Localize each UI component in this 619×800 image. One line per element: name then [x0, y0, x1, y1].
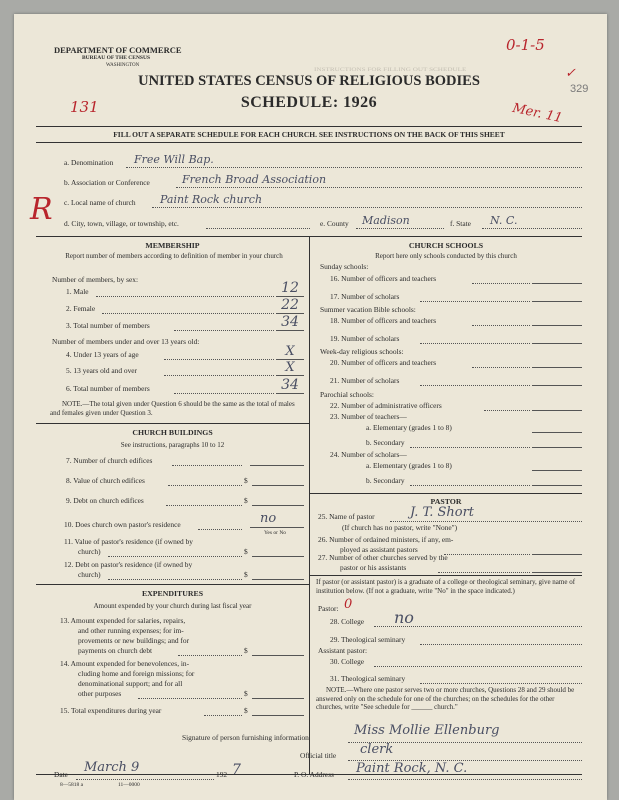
scholars-secondary-label: b. Secondary [366, 476, 405, 485]
members-by-age-heading: Number of members under and over 13 years old: [52, 337, 200, 346]
over-13-label: 5. 13 years old and over [66, 366, 138, 375]
assistant-college-label: 30. College [330, 657, 365, 666]
other-churches-label-1: 27. Number of other churches served by the [318, 553, 448, 562]
weekday-schools-heading: Week-day religious schools: [320, 347, 404, 356]
date-value: March 9 [84, 760, 140, 775]
expenditures-intro: Amount expended by your church during last fiscal year [93, 602, 252, 610]
total-members-age-dots [174, 393, 274, 394]
administrative-officers-dots [484, 410, 530, 411]
male-label: 1. Male [66, 287, 89, 296]
teachers-secondary-answer-line [532, 447, 582, 448]
assistant-college-line [374, 666, 582, 667]
running-expenses-label-1: 13. Amount expended for salaries, repairs, [60, 616, 186, 625]
under-13-value: X [285, 344, 295, 359]
vacation-teachers-label: 18. Number of officers and teachers [330, 316, 437, 325]
owns-residence-label: 10. Does church own pastor's residence [64, 520, 181, 529]
assistant-ministers-label-1: 26. Number of ordained ministers, if any, em- [318, 535, 454, 544]
instruction-rule [36, 142, 582, 143]
pastor-college-mark: 0 [344, 597, 353, 612]
sunday-schools-heading: Sunday schools: [320, 262, 369, 271]
teachers-elementary-answer-line [532, 432, 582, 433]
city-label: d. City, town, village, or township, etc. [64, 219, 179, 228]
total-expenditures-answer-line [252, 715, 304, 716]
vacation-scholars-label: 19. Number of scholars [330, 334, 400, 343]
schools-title: CHURCH SCHOOLS [408, 241, 484, 250]
denomination-line [126, 167, 582, 168]
pastor-rule [309, 493, 582, 494]
instruction-line: FILL OUT A SEPARATE SCHEDULE FOR EACH CHURCH. SEE INSTRUCTIONS ON THE BACK OF THIS SHEET [113, 130, 505, 139]
other-churches-label-2: pastor or his assistants [340, 563, 407, 572]
scholars-elementary-label: a. Elementary (grades 1 to 8) [366, 461, 452, 470]
association-line [176, 187, 582, 188]
edifice-value-label: 8. Value of church edifices [66, 476, 145, 485]
members-by-sex-heading: Number of members, by sex: [52, 275, 138, 284]
edifice-debt-answer-line [252, 505, 304, 506]
pastor-note: NOTE.—Where one pastor serves two or more churches, Questions 28 and 29 should be answered only on the schedule for one of the churches; on the schedules for the other churches, write "See schedule for ______ church." [316, 686, 575, 711]
residence-value-dots [108, 556, 242, 557]
running-expenses-label-2: and other running expenses; for im- [78, 626, 184, 635]
over-13-answer-line [276, 375, 304, 376]
association-value: French Broad Association [182, 173, 327, 186]
weekday-teachers-label: 20. Number of officers and teachers [330, 358, 437, 367]
running-expenses-label-3: provements or new buildings; and for [78, 636, 190, 645]
other-churches-answer-line [532, 572, 582, 573]
running-expenses-answer-line [252, 655, 304, 656]
administrative-officers-answer-line [532, 410, 582, 411]
residence-value-answer-line [252, 556, 304, 557]
scholars-elementary-answer-line [532, 470, 582, 471]
teachers-heading: 23. Number of teachers— [330, 412, 407, 421]
state-value: N. C. [490, 214, 518, 227]
schedule-year: SCHEDULE: 1926 [240, 94, 378, 111]
signature-value: Miss Mollie Ellenburg [354, 723, 500, 738]
running-expenses-dots [178, 655, 242, 656]
stamp-number: 329 [570, 83, 589, 95]
pastor-college-value: no [394, 608, 414, 627]
church-edifices-answer-line [250, 465, 304, 466]
benevolences-label-4: other purposes [78, 689, 122, 698]
total-expenditures-dots [204, 715, 242, 716]
buildings-rule [36, 423, 309, 424]
print-number: 11—0000 [118, 782, 140, 788]
weekday-scholars-dots [420, 385, 530, 386]
college-intro: If pastor (or assistant pastor) is a graduate of a college or theological seminary, give name of institution below. (If not a graduate, write "No" in the space indicated.) [316, 578, 576, 595]
church-name-label: c. Local name of church [64, 198, 136, 207]
edifice-value-dots [168, 485, 242, 486]
county-label: e. County [320, 219, 349, 228]
running-expenses-dollar: $ [244, 646, 248, 655]
benevolences-dollar: $ [244, 689, 248, 698]
total-members-dots [174, 330, 274, 331]
residence-debt-dollar: $ [244, 570, 248, 579]
administrative-officers-label: 22. Number of administrative officers [330, 401, 442, 410]
teachers-secondary-dots [410, 447, 530, 448]
over-13-dots [164, 375, 274, 376]
residence-debt-label: 12. Debt on pastor's residence (if owned by [64, 560, 193, 569]
county-value: Madison [362, 214, 410, 227]
total-members-answer-line [276, 330, 304, 331]
expenditures-rule [36, 584, 309, 585]
date-label: Date [54, 770, 68, 779]
benevolences-answer-line [252, 698, 304, 699]
annotation-r: R [30, 192, 53, 227]
sunday-scholars-answer-line [532, 301, 582, 302]
total-members-age-value: 34 [281, 377, 299, 393]
college-rule [309, 575, 582, 576]
female-value: 22 [281, 297, 299, 313]
benevolences-dots [138, 698, 242, 699]
signature-label: Signature of person furnishing information [182, 733, 309, 742]
bureau-name: BUREAU OF THE CENSUS [82, 55, 151, 61]
total-expenditures-dollar: $ [244, 706, 248, 715]
owns-residence-dots [198, 529, 242, 530]
pastor-name-label: 25. Name of pastor [318, 512, 375, 521]
benevolences-label-2: cluding home and foreign missions; for [78, 669, 195, 678]
weekday-teachers-dots [472, 367, 530, 368]
official-title-label: Official title [300, 751, 337, 760]
address-value: Paint Rock, N. C. [356, 761, 468, 776]
assistant-seminary-label: 31. Theological seminary [330, 674, 406, 683]
total-members-age-answer-line [276, 393, 304, 394]
assistant-ministers-dots [444, 554, 530, 555]
pastor-name-value: J. T. Short [410, 505, 475, 520]
residence-debt-dots [108, 579, 242, 580]
scholars-secondary-dots [410, 485, 530, 486]
total-members-label: 3. Total number of members [66, 321, 150, 330]
residence-debt-label-cont: church) [78, 570, 101, 579]
buildings-intro: See instructions, paragraphs 10 to 12 [120, 441, 225, 449]
edifice-value-dollar: $ [244, 476, 248, 485]
male-value: 12 [281, 280, 299, 296]
city-line [206, 228, 310, 229]
header-rule [36, 126, 582, 127]
yes-no-caption: Yes or No [264, 530, 287, 536]
address-line [348, 779, 582, 780]
scholars-heading: 24. Number of scholars— [330, 450, 407, 459]
denomination-value: Free Will Bap. [134, 153, 214, 166]
sunday-scholars-dots [420, 301, 530, 302]
sunday-teachers-label: 16. Number of officers and teachers [330, 274, 437, 283]
pastor-college-heading: Pastor: [318, 604, 339, 613]
over-13-value: X [285, 360, 295, 375]
denomination-label: a. Denomination [64, 158, 114, 167]
vacation-teachers-dots [472, 325, 530, 326]
expenditures-title: EXPENDITURES [141, 589, 204, 598]
total-members-age-label: 6. Total number of members [66, 384, 150, 393]
running-expenses-label-4: payments on church debt [78, 646, 153, 655]
pastor-college-label: 28. College [330, 617, 365, 626]
residence-value-label-cont: church) [78, 547, 101, 556]
pastor-seminary-label: 29. Theological seminary [330, 635, 406, 644]
pastor-name-note: (If church has no pastor, write "None") [342, 523, 458, 532]
weekday-scholars-label: 21. Number of scholars [330, 376, 400, 385]
annotation-mer: Mer. 11 [510, 100, 564, 127]
assistant-ministers-label-2: ployed as assistant pastors [340, 545, 418, 554]
church-edifices-dots [172, 465, 242, 466]
annotation-number: 131 [70, 98, 99, 116]
male-dots [96, 296, 274, 297]
owns-residence-answer-line [250, 527, 304, 528]
total-expenditures-label: 15. Total expenditures during year [60, 706, 162, 715]
church-name-value: Paint Rock church [160, 193, 263, 206]
year-prefix: 192 [216, 770, 228, 779]
edifice-debt-dollar: $ [244, 496, 248, 505]
female-label: 2. Female [66, 304, 96, 313]
vacation-teachers-answer-line [532, 325, 582, 326]
assistant-pastor-heading: Assistant pastor: [318, 646, 368, 655]
membership-title: MEMBERSHIP [145, 241, 200, 250]
pastor-name-line [390, 521, 582, 522]
census-schedule-page [14, 14, 607, 800]
form-number: 8—5818 a [60, 782, 84, 788]
residence-debt-answer-line [252, 579, 304, 580]
other-churches-dots [438, 572, 530, 573]
membership-note: NOTE.—The total given under Question 6 should be the same as the total of males and females given under Question 3. [50, 400, 295, 417]
edifice-debt-dots [166, 505, 242, 506]
weekday-scholars-answer-line [532, 385, 582, 386]
vacation-scholars-dots [420, 343, 530, 344]
teachers-secondary-label: b. Secondary [366, 438, 405, 447]
annotation-top-right: 0-1-5 [506, 36, 545, 54]
date-line [76, 779, 214, 780]
official-title-value: clerk [360, 742, 394, 757]
bureau-city: WASHINGTON [106, 63, 140, 68]
female-dots [102, 313, 274, 314]
residence-value-label: 11. Value of pastor's residence (if owned by [64, 537, 193, 546]
form-title: UNITED STATES CENSUS OF RELIGIOUS BODIES [138, 73, 480, 89]
sunday-teachers-answer-line [532, 283, 582, 284]
edifice-debt-label: 9. Debt on church edifices [66, 496, 144, 505]
total-members-value: 34 [281, 314, 299, 330]
parochial-schools-heading: Parochial schools: [320, 390, 374, 399]
benevolences-label-1: 14. Amount expended for benevolences, in- [60, 659, 190, 668]
edifice-value-answer-line [252, 485, 304, 486]
address-label: P. O. Address [294, 770, 334, 779]
weekday-teachers-answer-line [532, 367, 582, 368]
buildings-title: CHURCH BUILDINGS [132, 428, 213, 437]
benevolences-label-3: denominational support; and for all [78, 679, 183, 688]
department-name: DEPARTMENT OF COMMERCE [54, 45, 182, 55]
year-suffix: 7 [232, 762, 241, 778]
pastor-seminary-line [420, 644, 582, 645]
vacation-scholars-answer-line [532, 343, 582, 344]
residence-value-dollar: $ [244, 547, 248, 556]
scholars-secondary-answer-line [532, 485, 582, 486]
under-13-label: 4. Under 13 years of age [66, 350, 139, 359]
state-label: f. State [450, 219, 471, 228]
sunday-teachers-dots [472, 283, 530, 284]
schools-intro: Report here only schools conducted by this church [375, 252, 517, 260]
membership-intro: Report number of members according to definition of member in your church [65, 252, 283, 260]
owns-residence-value: no [260, 511, 277, 526]
vacation-schools-heading: Summer vacation Bible schools: [320, 305, 416, 314]
teachers-elementary-label: a. Elementary (grades 1 to 8) [366, 423, 452, 432]
under-13-dots [164, 359, 274, 360]
church-name-line [152, 207, 582, 208]
assistant-seminary-line [420, 683, 582, 684]
state-line [482, 228, 582, 229]
association-label: b. Association or Conference [64, 178, 150, 187]
annotation-check: ✓ [565, 66, 576, 81]
bleed-through-text: INSTRUCTIONS FOR FILLING OUT SCHEDULE [314, 67, 467, 73]
sunday-scholars-label: 17. Number of scholars [330, 292, 400, 301]
county-line [356, 228, 444, 229]
pastor-title: PASTOR [430, 497, 462, 506]
church-edifices-label: 7. Number of church edifices [66, 456, 153, 465]
assistant-ministers-answer-line [532, 554, 582, 555]
